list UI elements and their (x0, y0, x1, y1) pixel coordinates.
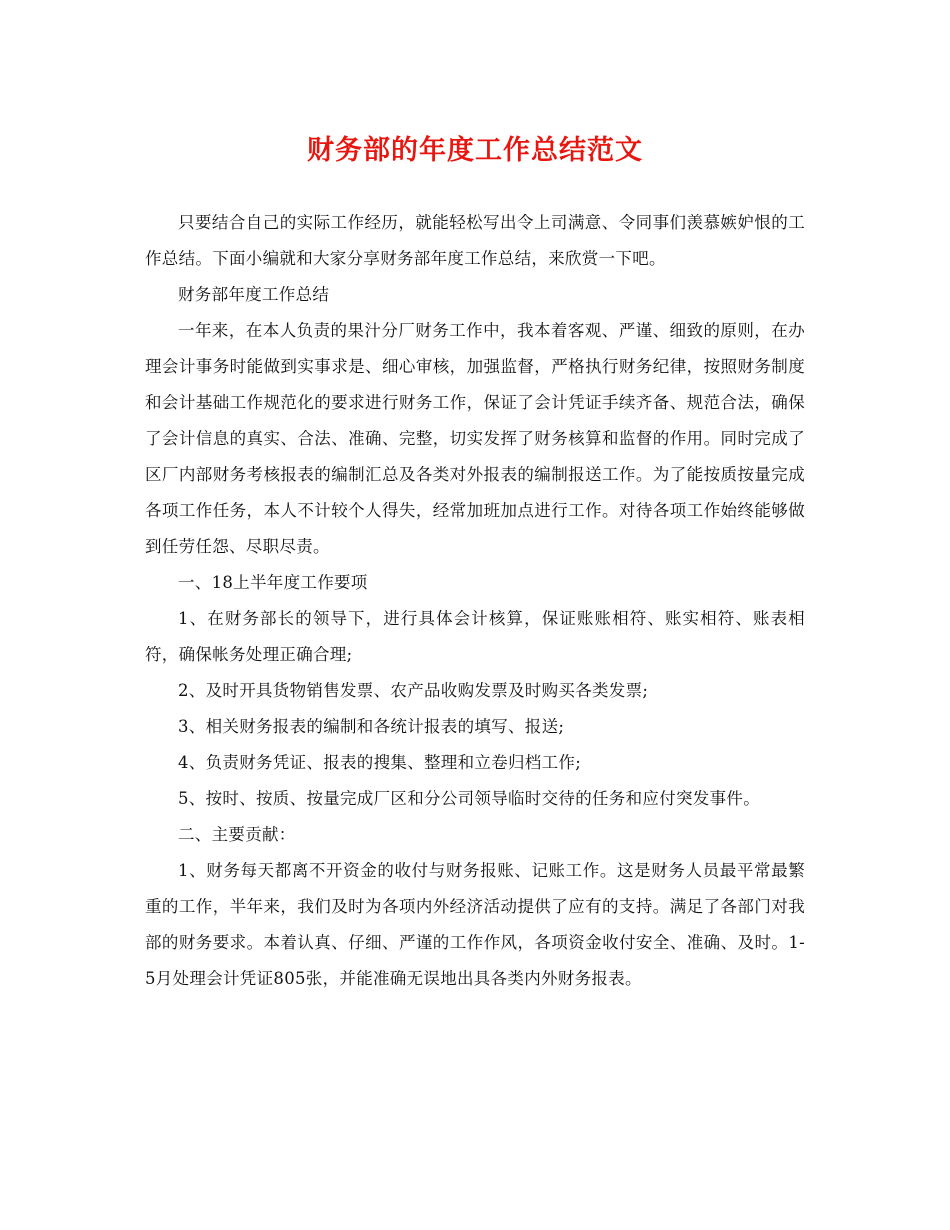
heading-section-two: 二、主要贡献： (178, 825, 296, 844)
list-item: 5、按时、按质、按量完成厂区和分公司领导临时交待的任务和应付突发事件。 (178, 789, 760, 808)
list-item: 3、相关财务报表的编制和各统计报表的填写、报送; (178, 717, 565, 736)
document-body (145, 205, 805, 997)
document-title: 财务部的年度工作总结范文 (307, 135, 643, 166)
paragraph-contribution: 1、财务每天都离不开资金的收付与财务报账、记账工作。这是财务人员最平常最繁重的工作，半年来，我们及时为各项内外经济活动提供了应有的支持。满足了各部门对我部的财务要求。本着认真、仔细、严谨的工作作风，各项资金收付安全、准确、及时。1-5月处理会计凭证805张，并能准确无误地出具各类内外财务报表。 (145, 861, 805, 988)
paragraph-intro: 只要结合自己的实际工作经历，就能轻松写出令上司满意、令同事们羡慕嫉妒恨的工作总结。下面小编就和大家分享财务部年度工作总结，来欣赏一下吧。 (145, 213, 805, 268)
paragraph-section-heading: 财务部年度工作总结 (178, 285, 330, 304)
paragraph-overview: 一年来，在本人负责的果汁分厂财务工作中，我本着客观、严谨、细致的原则，在办理会计事务时能做到实事求是、细心审核，加强监督，严格执行财务纪律，按照财务制度和会计基础工作规范化的要求进行财务工作，保证了会计凭证手续齐备、规范合法，确保了会计信息的真实、合法、准确、完整，切实发挥了财务核算和监督的作用。同时完成了区厂内部财务考核报表的编制汇总及各类对外报表的编制报送工作。为了能按质按量完成各项工作任务，本人不计较个人得失，经常加班加点进行工作。对待各项工作始终能够做到任劳任怨、尽职尽责。 (145, 321, 805, 556)
list-item: 1、在财务部长的领导下，进行具体会计核算，保证账账相符、账实相符、账表相符，确保帐务处理正确合理; (145, 609, 805, 664)
list-item: 2、及时开具货物销售发票、农产品收购发票及时购买各类发票; (178, 681, 649, 700)
list-item: 4、负责财务凭证、报表的搜集、整理和立卷归档工作; (178, 753, 582, 772)
heading-section-one: 一、18上半年度工作要项 (178, 573, 368, 592)
